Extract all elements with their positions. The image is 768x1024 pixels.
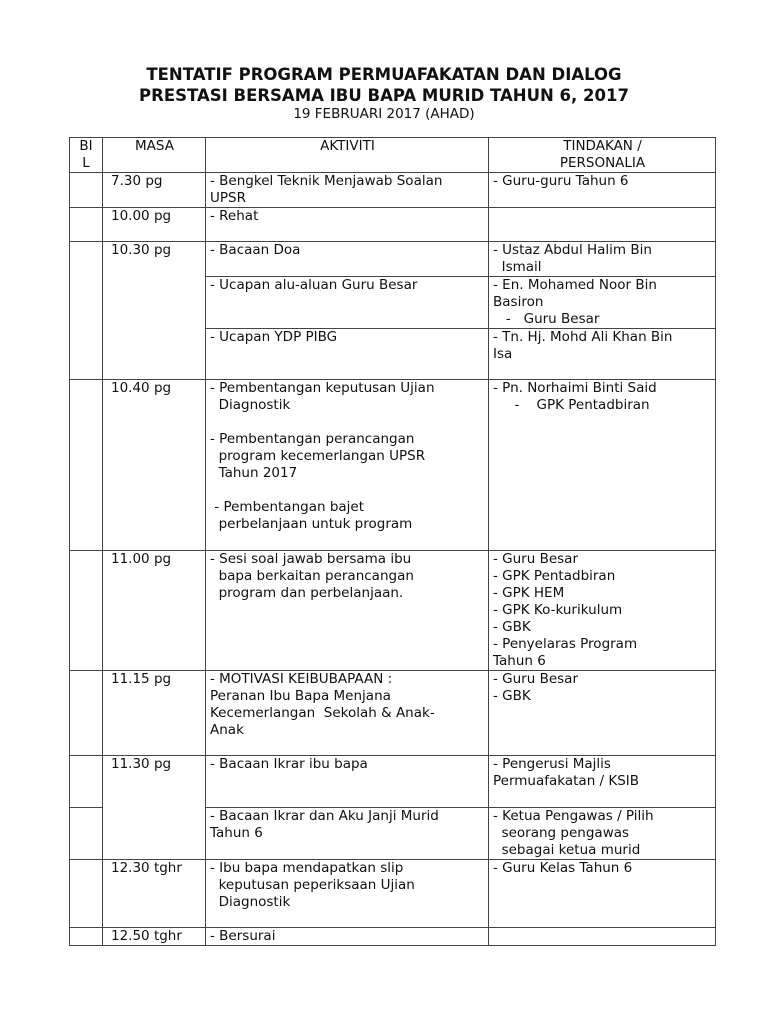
masa-cell: 11.15 pg (103, 671, 206, 756)
aktiviti-line: keputusan peperiksaan Ujian (210, 877, 415, 893)
bil-cell (70, 551, 103, 671)
aktiviti-line: - Ibu bapa mendapatkan slip (210, 860, 404, 876)
aktiviti-line: - Ucapan alu-aluan Guru Besar (210, 277, 418, 293)
tindakan-cell (489, 173, 716, 208)
tindakan-line: - Guru Besar (493, 311, 600, 327)
aktiviti-line: Tahun 6 (210, 825, 263, 841)
tindakan-line: - GPK Pentadbiran (493, 397, 650, 413)
table-row (70, 928, 716, 946)
masa-cell: 10.40 pg (103, 380, 206, 551)
tindakan-line: - Pn. Norhaimi Binti Said (493, 380, 657, 396)
table-row (70, 242, 716, 277)
aktiviti-line: Kecemerlangan Sekolah & Anak- (210, 705, 435, 721)
header-tindakan-line-2: PERSONALIA (559, 155, 646, 171)
tindakan-line: - Guru Kelas Tahun 6 (493, 860, 633, 876)
header-bil (70, 138, 103, 173)
bil-cell (70, 756, 103, 808)
aktiviti-line: Peranan Ibu Bapa Menjana (210, 688, 391, 704)
bil-cell (70, 242, 103, 380)
tindakan-line: - Tn. Hj. Mohd Ali Khan Bin (493, 329, 673, 345)
aktiviti-line: Diagnostik (210, 397, 291, 413)
aktiviti-cell (206, 860, 489, 928)
tindakan-line: - GPK Pentadbiran (493, 568, 616, 584)
table-row (70, 551, 716, 671)
bil-cell (70, 860, 103, 928)
aktiviti-cell (206, 756, 489, 808)
tindakan-cell (489, 380, 716, 551)
bil-cell (70, 380, 103, 551)
aktiviti-line: - Pembentangan bajet (210, 499, 365, 515)
aktiviti-cell (206, 277, 489, 329)
tindakan-line: - GPK Ko-kurikulum (493, 602, 623, 618)
table-row (70, 756, 716, 808)
aktiviti-line: - MOTIVASI KEIBUBAPAAN : (210, 671, 393, 687)
aktiviti-line: - Rehat (210, 208, 259, 224)
aktiviti-cell (206, 242, 489, 277)
table-row (70, 380, 716, 551)
tindakan-line: - Guru Besar (493, 671, 579, 687)
tindakan-cell (489, 208, 716, 242)
bil-cell (70, 173, 103, 208)
aktiviti-line (210, 414, 485, 431)
tindakan-line: - GBK (493, 688, 531, 704)
schedule-table (69, 137, 716, 946)
aktiviti-line: Diagnostik (210, 894, 291, 910)
header-masa: MASA (103, 138, 206, 173)
tindakan-line: Ismail (493, 259, 542, 275)
aktiviti-cell (206, 173, 489, 208)
tindakan-line: Permuafakatan / KSIB (493, 773, 640, 789)
tindakan-line: sebagai ketua murid (493, 842, 641, 858)
bil-cell (70, 208, 103, 242)
tindakan-cell (489, 277, 716, 329)
schedule-body (70, 173, 716, 946)
tindakan-line: Isa (493, 346, 513, 362)
aktiviti-line (210, 482, 485, 499)
tindakan-line: - Guru Besar (493, 551, 579, 567)
aktiviti-cell (206, 928, 489, 946)
table-row (70, 671, 716, 756)
aktiviti-line: Anak (210, 722, 244, 738)
tindakan-cell (489, 860, 716, 928)
aktiviti-line: Tahun 2017 (210, 465, 298, 481)
aktiviti-line: program kecemerlangan UPSR (210, 448, 426, 464)
aktiviti-cell (206, 208, 489, 242)
header-tindakan (489, 138, 716, 173)
tindakan-cell (489, 808, 716, 860)
aktiviti-cell (206, 671, 489, 756)
header-bil-line-1: BI (79, 138, 93, 154)
tindakan-line: Basiron (493, 294, 544, 310)
header-bil-line-2: L (82, 155, 90, 171)
bil-cell (70, 671, 103, 756)
masa-cell: 11.30 pg (103, 756, 206, 860)
masa-cell: 10.00 pg (103, 208, 206, 242)
tindakan-cell (489, 928, 716, 946)
aktiviti-cell (206, 808, 489, 860)
aktiviti-line: UPSR (210, 190, 246, 206)
aktiviti-line: - Bersurai (210, 928, 276, 944)
tindakan-line: - GBK (493, 619, 531, 635)
aktiviti-line: - Bacaan Ikrar dan Aku Janji Murid (210, 808, 439, 824)
tindakan-line: - Guru-guru Tahun 6 (493, 173, 629, 189)
aktiviti-cell (206, 380, 489, 551)
tindakan-line: - Ketua Pengawas / Pilih (493, 808, 654, 824)
aktiviti-line: - Bacaan Doa (210, 242, 301, 258)
bil-cell (70, 928, 103, 946)
document-title-line-2: PRESTASI BERSAMA IBU BAPA MURID TAHUN 6, 2017 (139, 86, 629, 105)
table-row (70, 208, 716, 242)
tindakan-cell (489, 551, 716, 671)
aktiviti-line: - Pembentangan keputusan Ujian (210, 380, 435, 396)
tindakan-line: - GPK HEM (493, 585, 565, 601)
tindakan-cell (489, 329, 716, 380)
tindakan-cell (489, 671, 716, 756)
document-title-line-1: TENTATIF PROGRAM PERMUAFAKATAN DAN DIALOG (146, 65, 622, 84)
aktiviti-line: - Pembentangan perancangan (210, 431, 415, 447)
header-tindakan-line-1: TINDAKAN / (563, 138, 642, 154)
tindakan-line: - Pengerusi Majlis (493, 756, 611, 772)
aktiviti-line: perbelanjaan untuk program (210, 516, 413, 532)
masa-cell: 12.50 tghr (103, 928, 206, 946)
tindakan-line: - Penyelaras Program (493, 636, 638, 652)
aktiviti-cell (206, 329, 489, 380)
aktiviti-line: program dan perbelanjaan. (210, 585, 404, 601)
aktiviti-line: bapa berkaitan perancangan (210, 568, 414, 584)
aktiviti-line: - Bacaan Ikrar ibu bapa (210, 756, 368, 772)
masa-cell: 11.00 pg (103, 551, 206, 671)
tindakan-cell (489, 242, 716, 277)
tindakan-line: - Ustaz Abdul Halim Bin (493, 242, 652, 258)
masa-cell: 12.30 tghr (103, 860, 206, 928)
aktiviti-line: - Sesi soal jawab bersama ibu (210, 551, 412, 567)
tindakan-cell (489, 756, 716, 808)
table-row (70, 173, 716, 208)
aktiviti-line: - Ucapan YDP PIBG (210, 329, 338, 345)
document-date: 19 FEBRUARI 2017 (AHAD) (293, 106, 475, 122)
aktiviti-cell (206, 551, 489, 671)
bil-cell (70, 808, 103, 860)
header-row (70, 138, 716, 173)
masa-cell: 10.30 pg (103, 242, 206, 380)
aktiviti-line: - Bengkel Teknik Menjawab Soalan (210, 173, 443, 189)
header-aktiviti: AKTIVITI (206, 138, 489, 173)
tindakan-line: seorang pengawas (493, 825, 630, 841)
masa-cell: 7.30 pg (103, 173, 206, 208)
tindakan-line: Tahun 6 (493, 653, 546, 669)
tindakan-line: - En. Mohamed Noor Bin (493, 277, 657, 293)
table-row (70, 860, 716, 928)
